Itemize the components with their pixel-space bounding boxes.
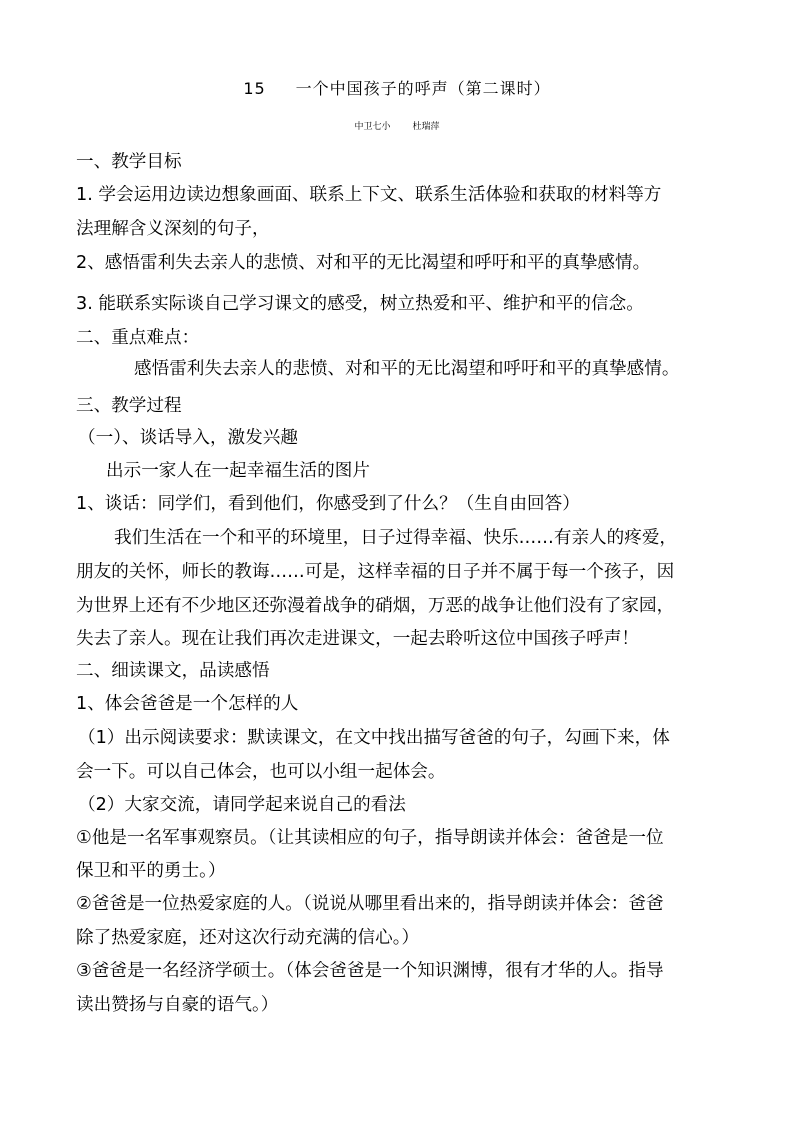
- paragraph-line-3: 为世界上还有不少地区还弥漫着战争的硝烟，万恶的战争让他们没有了家园，: [76, 596, 675, 616]
- lesson-number: 15: [243, 79, 266, 98]
- item-3-line-1: ③爸爸是一名经济学硕士。（体会爸爸是一个知识渊博，很有才华的人。指导: [76, 961, 664, 981]
- key-point-text: 感悟雷利失去亲人的悲愤、对和平的无比渴望和呼吁和平的真挚感情。: [134, 359, 680, 379]
- lesson-title-text: 一个中国孩子的呼声（第二课时）: [295, 79, 551, 98]
- goal-2: 2、感悟雷利失去亲人的悲愤、对和平的无比渴望和呼吁和平的真挚感情。: [76, 253, 651, 273]
- requirement-line-2: 会一下。可以自己体会，也可以小组一起体会。: [76, 762, 446, 782]
- author-line: [0, 119, 794, 132]
- item-2-line-1: ②爸爸是一位热爱家庭的人。（说说从哪里看出来的，指导朗读并体会：爸爸: [76, 894, 664, 914]
- section-heading-goals: 一、教学目标: [76, 152, 182, 172]
- paragraph-line-4: 失去了亲人。现在让我们再次走进课文，一起去聆听这位中国孩子呼声！: [76, 629, 640, 649]
- show-picture-line: 出示一家人在一起幸福生活的图片: [106, 461, 370, 481]
- step-2-heading: 二、细读课文，品读感悟: [76, 661, 270, 681]
- section-heading-process: 三、教学过程: [76, 396, 182, 416]
- requirement-line-1: （1）出示阅读要求：默读课文，在文中找出描写爸爸的句子，勾画下来，体: [78, 728, 670, 748]
- author-school: 中卫七小: [354, 122, 391, 132]
- item-1-line-2: 保卫和平的勇士。）: [76, 861, 226, 881]
- share-line: （2）大家交流，请同学起来说自己的看法: [78, 795, 406, 815]
- author-name: 杜瑞萍: [412, 122, 440, 132]
- item-1-line-1: ①他是一名军事观察员。（让其读相应的句子，指导朗读并体会：爸爸是一位: [76, 828, 664, 848]
- goal-3: 3. 能联系实际谈自己学习课文的感受，树立热爱和平、维护和平的信念。: [76, 294, 644, 314]
- goal-1-line-1: 1. 学会运用边读边想象画面、联系上下文、联系生活体验和获取的材料等方: [76, 185, 662, 205]
- talk-line: 1、谈话：同学们，看到他们，你感受到了什么？（生自由回答）: [76, 494, 580, 514]
- section-heading-key-points: 二、重点难点：: [76, 328, 200, 348]
- paragraph-line-1: 我们生活在一个和平的环境里，日子过得幸福、快乐……有亲人的疼爱，: [114, 528, 678, 548]
- lesson-title: [0, 76, 794, 99]
- step-1-heading: （一）、谈话导入，激发兴趣: [78, 428, 298, 448]
- sub-heading-1: 1、体会爸爸是一个怎样的人: [76, 694, 299, 714]
- goal-1-line-2: 法理解含义深刻的句子，: [76, 219, 270, 239]
- item-2-line-2: 除了热爱家庭，还对这次行动充满的信心。）: [76, 928, 420, 948]
- paragraph-line-2: 朋友的关怀，师长的教诲……可是，这样幸福的日子并不属于每一个孩子，因: [76, 562, 675, 582]
- item-3-line-2: 读出赞扬与自豪的语气。）: [76, 995, 279, 1015]
